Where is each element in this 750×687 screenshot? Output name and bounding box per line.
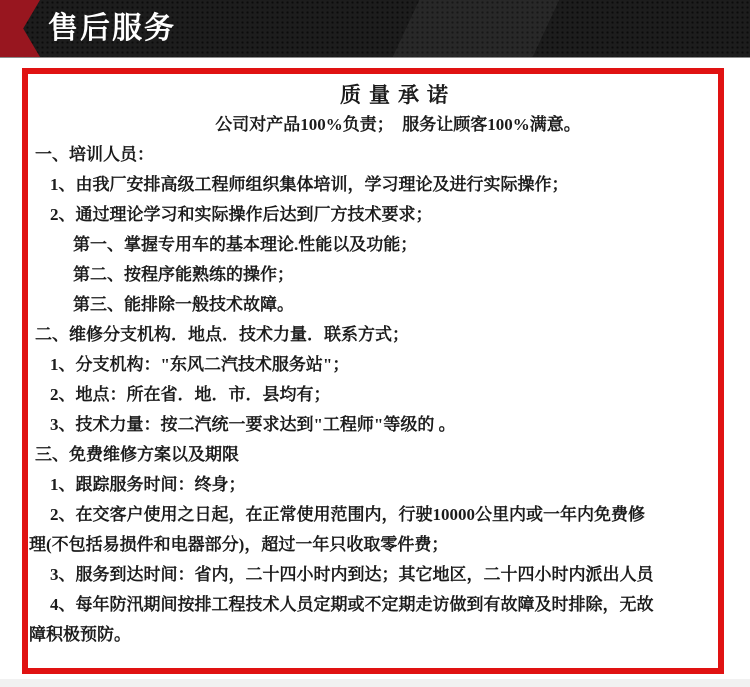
doc-line: 1、跟踪服务时间：终身； [50, 475, 246, 494]
doc-body [28, 140, 718, 650]
doc-line: 第二、按程序能熟练的操作； [73, 265, 294, 284]
doc-line: 1、分支机构："东风二汽技术服务站"； [50, 355, 350, 374]
doc-line: 2、在交客户使用之日起，在正常使用范围内，行驶10000公里内或一年内免费修 [50, 505, 645, 524]
quality-commitment-box [22, 68, 724, 674]
page-bottom-strip [0, 679, 750, 687]
doc-line: 4、每年防汛期间按排工程技术人员定期或不定期走访做到有故障及时排除，无故 [50, 595, 654, 614]
doc-line: 理(不包括易损件和电器部分)，超过一年只收取零件费； [29, 535, 449, 554]
doc-line: 2、地点：所在省．地．市．县均有； [50, 385, 331, 404]
doc-subtitle: 公司对产品100%负责； 服务让顾客100%满意。 [215, 115, 581, 134]
doc-title: 质量承诺 [340, 83, 456, 107]
doc-line: 障积极预防。 [29, 625, 131, 644]
doc-line: 一、培训人员： [35, 145, 154, 164]
doc-line: 3、技术力量：按二汽统一要求达到"工程师"等级的 。 [50, 415, 456, 434]
page-header [0, 0, 750, 58]
section-title: 售后服务 [48, 12, 176, 45]
doc-head [28, 80, 718, 140]
doc-line: 3、服务到达时间：省内，二十四小时内到达；其它地区，二十四小时内派出人员 [50, 565, 654, 584]
doc-line: 1、由我厂安排高级工程师组织集体培训，学习理论及进行实际操作； [50, 175, 569, 194]
doc-line: 第三、能排除一般技术故障。 [73, 295, 294, 314]
red-ribbon-icon [0, 0, 40, 57]
doc-line: 2、通过理论学习和实际操作后达到厂方技术要求； [50, 205, 433, 224]
doc-line: 三、免费维修方案以及期限 [35, 445, 239, 464]
doc-line: 二、维修分支机构．地点．技术力量．联系方式； [35, 325, 409, 344]
doc-line: 第一、掌握专用车的基本理论.性能以及功能； [73, 235, 418, 254]
